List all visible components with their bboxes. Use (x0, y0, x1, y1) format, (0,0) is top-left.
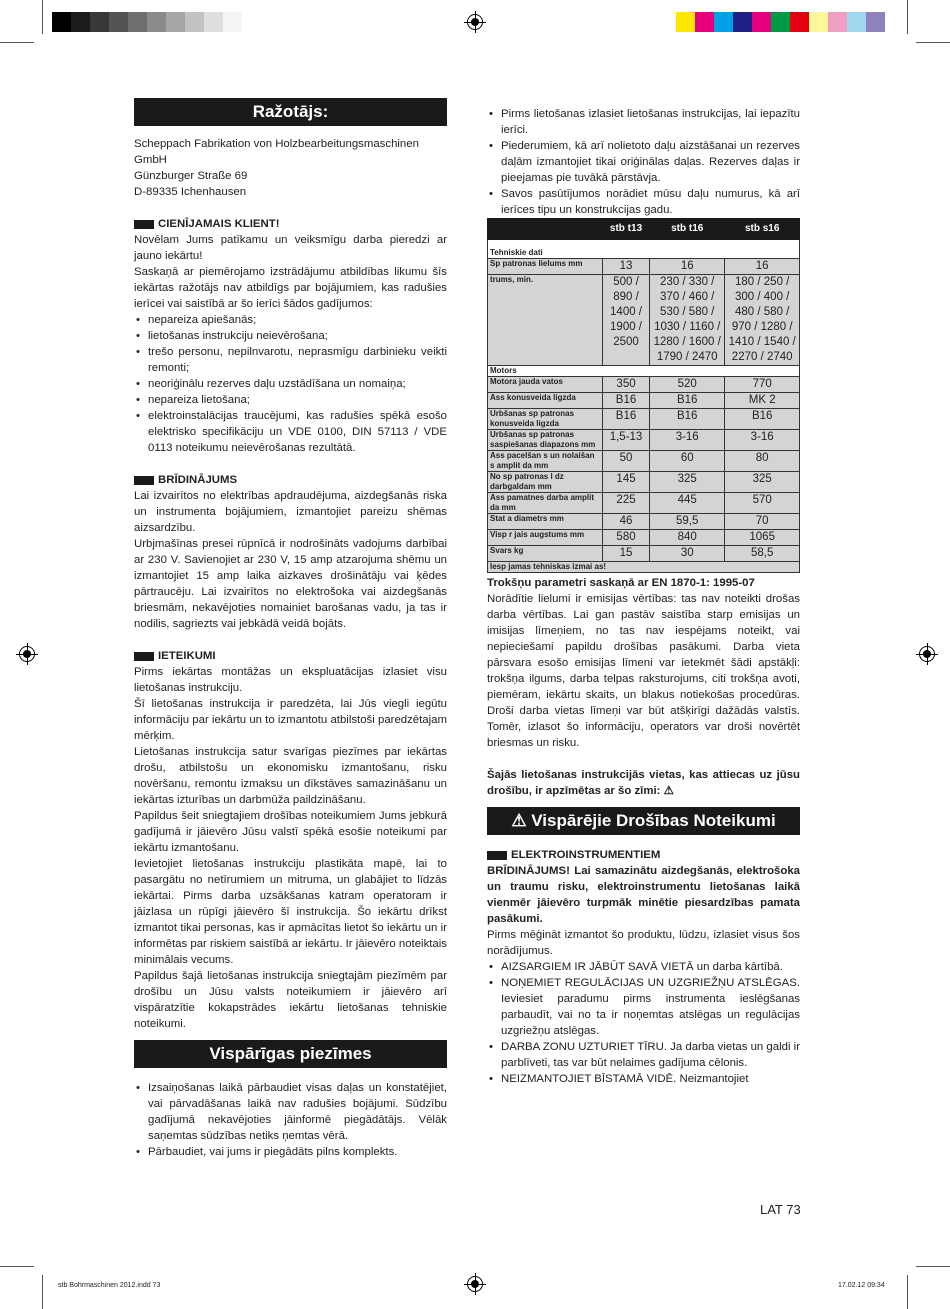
table-cell: 59,5 (650, 514, 725, 530)
crop-mark (916, 42, 950, 43)
safety-title: ⚠ Vispārējie Drošības Noteikumi (487, 807, 800, 835)
color-swatch (147, 12, 166, 32)
elec-list (487, 959, 800, 1087)
crop-mark (907, 1275, 908, 1309)
technical-data-table (487, 218, 800, 573)
color-swatch (676, 12, 695, 32)
registration-mark-bottom (467, 1276, 483, 1292)
table-row (488, 472, 800, 493)
table-cell: 570 (725, 493, 800, 514)
crop-mark (0, 42, 34, 43)
crop-mark (916, 1266, 950, 1267)
color-swatch (790, 12, 809, 32)
table-row (488, 530, 800, 546)
table-cell: 230 / 330 / 370 / 460 / 530 / 580 / 1030 / 1160 / 1280 / 1600 / 1790 / 2470 (650, 275, 725, 366)
safety-note: Šajās lietošanas instrukcijās vietas, kas attiecas uz jūsu drošību, ir apzīmētas ar šo zīmi: ⚠ (487, 769, 800, 797)
table-cell: 58,5 (725, 546, 800, 562)
color-swatch (828, 12, 847, 32)
color-swatch (771, 12, 790, 32)
table-cell: 3-16 (650, 430, 725, 451)
left-column (134, 98, 447, 1160)
table-cell: 46 (603, 514, 650, 530)
table-cell: 325 (725, 472, 800, 493)
liability-list (134, 312, 447, 456)
color-swatch (752, 12, 771, 32)
tips-paragraph: Pirms iekārtas montāžas un ekspluatācijas izlasiet visu lietošanas instrukciju. (134, 666, 447, 694)
noise-text: Norādītie lielumi ir emisijas vērtības: tas nav noteikti drošas darba vērtības. Lai gan pastāv saistība starp emisijas un imisijas līmeņiem, no tas nav iespējams noteikt, vai nepieciešami papildu drošības pasākumi. Darba vieta pārsvara esošo emisijas līmeni var ietekmēt šādi apstākļi: trokšņa ilgums, darba telpas raksturojums, citi trokšņa avoti, piemēram, iekārtu skaits, un blakus notiekošas procedūras. Droši darba vietas līmeņi var būt atšķirīgi dažādās valstīs. Tomēr, izlasot šo informāciju, operators var droši novērtēt briesmas un risku. (487, 593, 800, 749)
table-cell: B16 (650, 393, 725, 409)
crop-mark (907, 0, 908, 34)
registration-mark-top (467, 14, 483, 30)
table-row (488, 430, 800, 451)
general-notes-title: Vispārīgas piezīmes (134, 1040, 447, 1068)
row-label: Urbšanas sp patronas konusveida ligzda (488, 409, 603, 430)
table-cell: 3-16 (725, 430, 800, 451)
table-cell: B16 (650, 409, 725, 430)
footer-file: stb Bohrmaschinen 2012.indd 73 (58, 1282, 161, 1289)
registration-mark-right (919, 646, 935, 662)
color-swatch (128, 12, 147, 32)
tips-paragraph: Ievietojiet lietošanas instrukciju plastikāta mapē, lai to pasargātu no netīrumiem un mitruma, un glabājiet to līdzās iekārtai. Pirms darba uzsākšanas katram operatoram ir jāizlasa un rūpīgi jāievēro šī instrukcija. Šo iekārtu drīkst izmantot tikai personas, kas ir apmācītas lietot šo iekārtu un ir informētas par riskiem saistībā ar iekārtu. Ir jāievēro noteiktais minimālais vecums. (134, 858, 447, 966)
tips-paragraph: Papildus šajā lietošanas instrukcija sniegtajām piezīmēm par drošību un Jūsu valsts noteikumiem ir jāievēro arī vispāratzītie kokapstrādes iekārtu lietošanas tehniskie noteikumi. (134, 970, 447, 1030)
liability-text: Saskaņā ar piemērojamo izstrādājumu atbildības likumu šīs iekārtas ražotājs nav atbildīgs par bojājumiem, kas radušies ierīcei vai saistībā ar šo ierīci šādos gadījumos: (134, 266, 447, 310)
registration-mark-left (19, 646, 35, 662)
color-swatch (714, 12, 733, 32)
list-item: • Pārbaudiet, vai jums ir piegādāts pilns komplekts. (134, 1144, 447, 1160)
table-cell: 445 (650, 493, 725, 514)
table-cell: 180 / 250 / 300 / 400 / 480 / 580 / 970 / 1280 / 1410 / 1540 / 2270 / 2740 (725, 275, 800, 366)
table-cell: 325 (650, 472, 725, 493)
color-swatch (185, 12, 204, 32)
table-cell: 50 (603, 451, 650, 472)
section-label: Motors (488, 366, 800, 377)
color-swatch (90, 12, 109, 32)
noise-heading: Trokšņu parametri saskaņā ar EN 1870-1: 1995-07 (487, 577, 755, 589)
row-label: No sp patronas l dz darbgaldam mm (488, 472, 603, 493)
table-cell: 13 (603, 259, 650, 275)
tips-paragraph: Papildus šeit sniegtajiem drošības noteikumiem Jums jebkurā gadījumā ir jāievēro Jūsu valstī spēkā esošie noteikumi par iekārtu izmantošanu. (134, 810, 447, 854)
table-row (488, 546, 800, 562)
list-item: • NEIZMANTOJIET BĪSTAMĀ VIDĒ. Neizmantojiet (487, 1071, 800, 1087)
table-row (488, 493, 800, 514)
list-item: • elektroinstalācijas traucējumi, kas radušies spēkā esošo elektrisko specifikāciju un VDE 0100, DIN 57113 / VDE 0113 noteikumu neievērošanas rezultātā. (134, 408, 447, 456)
color-swatch (166, 12, 185, 32)
parts-list (487, 106, 800, 218)
table-cell: 145 (603, 472, 650, 493)
list-item: • Izsaiņošanas laikā pārbaudiet visas daļas un konstatējiet, vai pārvadāšanas laikā nav radušies bojājumi. Sūdzību gadījumā nekavējoties jāinformē piegādātājs. Vēlāk saņemtas sūdzības netiks ņemtas vērā. (134, 1080, 447, 1144)
color-swatch (223, 12, 242, 32)
row-label: Motora jauda vatos (488, 377, 603, 393)
row-label: Visp r jais augstums mm (488, 530, 603, 546)
crop-mark (42, 1275, 43, 1309)
row-label: Ass pacelšan s un nolaišan s amplit da mm (488, 451, 603, 472)
table-cell: 1,5-13 (603, 430, 650, 451)
table-row (488, 451, 800, 472)
list-item: • NOŅEMIET REGULĀCIJAS UN UZGRIEŽŅU ATSLĒGAS. Ieviesiet paradumu pirms instrumenta ieslēgšanas parbaudīt, vai no ta ir noņemtas atslēgas un regulācijas uzgriežņu atslēgas. (487, 975, 800, 1039)
table-cell: 225 (603, 493, 650, 514)
customer-heading: CIENĪJAMAIS KLIENT! (134, 216, 447, 232)
table-row (488, 393, 800, 409)
color-bar-right (676, 12, 904, 32)
color-bar-left (52, 12, 242, 32)
row-label: Urbšanas sp patronas saspiešanas diapazons mm (488, 430, 603, 451)
list-item: • nepareiza lietošana; (134, 392, 447, 408)
color-swatch (71, 12, 90, 32)
section-label: Tehniskie dati (488, 240, 800, 259)
crop-mark (42, 0, 43, 34)
table-cell: B16 (603, 393, 650, 409)
footer-date: 17.02.12 09:34 (838, 1282, 885, 1289)
list-item: • neoriģinālu rezerves daļu uzstādīšana un nomaiņa; (134, 376, 447, 392)
list-item: • lietošanas instrukciju neievērošana; (134, 328, 447, 344)
table-cell: 15 (603, 546, 650, 562)
table-cell: 840 (650, 530, 725, 546)
row-label: trums, min. (488, 275, 603, 366)
color-swatch (809, 12, 828, 32)
model-header: stb t13 (603, 219, 650, 240)
table-cell: 16 (650, 259, 725, 275)
table-row (488, 275, 800, 366)
table-row (488, 514, 800, 530)
table-row (488, 377, 800, 393)
table-row (488, 409, 800, 430)
table-cell: 770 (725, 377, 800, 393)
general-notes-list (134, 1080, 447, 1160)
table-cell: 1065 (725, 530, 800, 546)
page-number: LAT 73 (760, 1202, 801, 1217)
model-header: stb s16 (725, 219, 800, 240)
list-item: • Pirms lietošanas izlasiet lietošanas instrukcijas, lai iepazītu ierīci. (487, 106, 800, 138)
list-item: • Piederumiem, kā arī nolietoto daļu aizstāšanai un rezerves daļām izmantojiet tikai oriģinālas daļas. Rezerves daļas ir pieejamas pie tuvākā pārstāvja. (487, 138, 800, 186)
tips-paragraph: Lietošanas instrukcija satur svarīgas piezīmes par iekārtas drošu, atbilstošu un ekonomisku izmantošanu, risku novēršanu, remontu izmaksu un dīkstāves samazināšanu un iekārtas izturības un darbmūža paildzināšanu. (134, 746, 447, 806)
table-cell: MK 2 (725, 393, 800, 409)
color-swatch (866, 12, 885, 32)
row-label: Stat a diametrs mm (488, 514, 603, 530)
row-label: Sp patronas lielums mm (488, 259, 603, 275)
table-cell: 60 (650, 451, 725, 472)
warning-text: Lai izvairītos no elektrības apdraudējuma, aizdegšanās riska un instrumenta bojājumiem, izmantojiet pareizu shēmas aizsardzību. (134, 490, 447, 534)
elec-text: Pirms mēģināt izmantot šo produktu, lūdzu, izlasiet visus šos norādījumus. (487, 929, 800, 957)
table-cell: 30 (650, 546, 725, 562)
table-cell: 350 (603, 377, 650, 393)
manufacturer-address: Scheppach Fabrikation von Holzbearbeitungsmaschinen GmbH Günzburger Straße 69 D-89335 Ichenhausen (134, 138, 419, 198)
table-cell: 16 (725, 259, 800, 275)
table-cell: 80 (725, 451, 800, 472)
table-cell: 70 (725, 514, 800, 530)
tips-heading: IETEIKUMI (134, 648, 447, 664)
table-footnote: Iesp jamas tehniskas izmai as! (488, 562, 800, 573)
table-cell: 520 (650, 377, 725, 393)
color-swatch (695, 12, 714, 32)
list-item: • DARBA ZONU UZTURIET TĪRU. Ja darba vietas un galdi ir parblīveti, tas var būt nelaimes gadījuma cēlonis. (487, 1039, 800, 1071)
customer-text: Novēlam Jums patīkamu un veiksmīgu darba pieredzi ar jauno iekārtu! (134, 234, 447, 262)
list-item: • AIZSARGIEM IR JĀBŪT SAVĀ VIETĀ un darba kārtībā. (487, 959, 800, 975)
row-label: Ass konusveida ligzda (488, 393, 603, 409)
color-swatch (52, 12, 71, 32)
color-swatch (109, 12, 128, 32)
warning-text: Urbjmašīnas presei rūpnīcā ir nodrošināts vadojums darbībai ar 230 V. Savienojiet ar 230 V, 15 amp atzarojuma shēmu un izmantojiet 15 amp laika aizkaves drošinātāju vai ķēdes pārtraucēju. Lai izvairītos no elektrošoka vai aizdegšanās briesmām, nekavējoties nomainiet barošanas vadu, ja tas ir nodilis, sagriezts vai jebkādā veidā bojāts. (134, 538, 447, 630)
table-cell: 580 (603, 530, 650, 546)
color-swatch (847, 12, 866, 32)
list-item: • nepareiza apiešanās; (134, 312, 447, 328)
elec-heading: ELEKTROINSTRUMENTIEM (487, 847, 800, 863)
table-cell: 500 / 890 / 1400 / 1900 / 2500 (603, 275, 650, 366)
table-row (488, 259, 800, 275)
crop-mark (0, 1266, 34, 1267)
tips-paragraph: Šī lietošanas instrukcija ir paredzēta, lai Jūs viegli iegūtu informāciju par iekārtu un to izmantotu atbilstoši paredzētajam mērķim. (134, 698, 447, 742)
right-column (487, 106, 800, 1087)
manufacturer-title: Ražotājs: (134, 98, 447, 126)
elec-warning: BRĪDINĀJUMS! Lai samazinātu aizdegšanās, elektrošoka un traumu risku, elektroinstrumentu lietošanas laikā vienmēr jāievēro turpmāk minētie piesardzības pamata pasākumi. (487, 865, 800, 925)
list-item: • trešo personu, nepilnvarotu, neprasmīgu darbinieku veikti remonti; (134, 344, 447, 376)
row-label: Svars kg (488, 546, 603, 562)
table-cell: B16 (603, 409, 650, 430)
model-header: stb t16 (650, 219, 725, 240)
warning-heading: BRĪDINĀJUMS (134, 472, 447, 488)
color-swatch (733, 12, 752, 32)
color-swatch (885, 12, 904, 32)
color-swatch (204, 12, 223, 32)
row-label: Ass pamatnes darba amplit da mm (488, 493, 603, 514)
list-item: • Savos pasūtījumos norādiet mūsu daļu numurus, kā arī ierīces tipu un konstrukcijas gadu. (487, 186, 800, 218)
table-cell: B16 (725, 409, 800, 430)
